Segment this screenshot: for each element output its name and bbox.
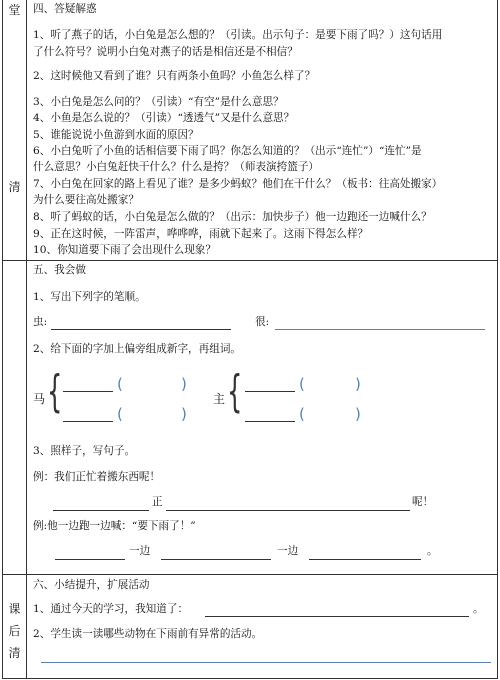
example-1-zheng: 正 xyxy=(152,496,163,508)
char-ma: 马 xyxy=(33,392,46,406)
question-1-line-2: 了什么符号？说明小白兔对燕子的话是相信还是不相信？ xyxy=(33,46,298,58)
animals-answer-line[interactable] xyxy=(41,662,491,663)
brace-zhu: { xyxy=(227,366,243,417)
example-2: 例:他一边跑一边喊：“要下雨了！” xyxy=(33,520,196,532)
ma-new-char-2[interactable] xyxy=(63,421,113,422)
question-6-line-1: 6、小白兔听了小鱼的话相信要下雨了吗？你怎么知道的？（出示“连忙”）“连忙”是 xyxy=(33,145,422,157)
side-label-tang: 堂 xyxy=(8,3,21,17)
question-8: 8、听了蚂蚁的话，小白兔是怎么做的？（出示：加快步子）他一边跑还一边喊什么？ xyxy=(33,211,432,223)
example-1-ne: 呢！ xyxy=(412,496,434,508)
example-2-yibian-1: 一边 xyxy=(129,545,151,557)
example-1-blank-2[interactable] xyxy=(166,510,410,511)
char-hen-label: 很: xyxy=(255,316,270,328)
question-5: 5、谁能说说小鱼游到水面的原因？ xyxy=(33,129,199,141)
question-9: 9、正在这时候，一阵雷声，哗哗哗，雨就下起来了。这雨下得怎么样？ xyxy=(33,228,369,240)
question-7-line-2: 为什么要往高处搬家？ xyxy=(33,194,139,206)
section-divider-6 xyxy=(3,574,497,575)
question-4: 4、小鱼是怎么说的？（引读）“透透气”又是什么意思？ xyxy=(33,112,295,124)
ma-word-bracket-open-1: ( xyxy=(117,375,123,393)
example-1-blank-1[interactable] xyxy=(53,510,149,511)
summary-prompt: 1、通过今天的学习，我知道了： xyxy=(33,603,189,615)
question-1-line-1: 1、听了燕子的话，小白兔是怎么想的？（引读。出示句子：是要下雨了吗？）这句话用 xyxy=(33,29,443,41)
question-6-line-2: 什么意思？小白兔赶快干什么？什么是挎？（师表演挎篮子） xyxy=(33,161,320,173)
hen-answer-line[interactable] xyxy=(275,329,485,330)
example-2-period: 。 xyxy=(427,545,438,557)
ma-word-bracket-close-2: ) xyxy=(181,405,187,423)
animals-prompt: 2、学生读一读哪些动物在下雨前有异常的活动。 xyxy=(33,628,263,640)
zhu-new-char-1[interactable] xyxy=(245,391,295,392)
zhu-word-bracket-open-2: ( xyxy=(299,405,305,423)
zhu-word-bracket-open-1: ( xyxy=(299,375,305,393)
side-label-qing: 清 xyxy=(8,180,21,194)
question-3: 3、小白兔是怎么问的？（引读）“有空”是什么意思？ xyxy=(33,96,284,108)
section5-heading: 五、我会做 xyxy=(33,264,86,276)
char-chong-label: 虫: xyxy=(33,316,48,328)
radical-prompt: 2、给下面的字加上偏旁组成新字，再组词。 xyxy=(33,343,242,355)
section4-heading: 四、答疑解惑 xyxy=(33,3,97,15)
zhu-word-bracket-close-2: ) xyxy=(355,405,361,423)
example-1: 例：我们正忙着搬东西呢！ xyxy=(33,471,161,483)
section6-heading: 六、小结提升，扩展活动 xyxy=(33,579,150,591)
summary-answer-line[interactable] xyxy=(205,616,469,617)
question-10: 10、你知道要下雨了会出现什么现象？ xyxy=(33,244,216,256)
question-2: 2、这时候他又看到了谁？只有两条小鱼吗？小鱼怎么样了？ xyxy=(33,70,316,82)
stroke-order-prompt: 1、写出下列字的笔顺。 xyxy=(33,291,146,303)
side-label-hou: 后 xyxy=(8,624,21,638)
section-divider-5 xyxy=(3,260,497,261)
sentence-prompt: 3、照样子，写句子。 xyxy=(33,445,136,457)
zhu-word-bracket-close-1: ) xyxy=(355,375,361,393)
brace-ma: { xyxy=(47,366,63,417)
question-7-line-1: 7、小白兔在回家的路上看见了谁？是多少蚂蚁？他们在干什么？（板书：往高处搬家） xyxy=(33,178,443,190)
ma-word-bracket-open-2: ( xyxy=(117,405,123,423)
example-2-blank-1[interactable] xyxy=(55,559,125,560)
summary-period: 。 xyxy=(473,603,484,615)
char-zhu: 主 xyxy=(213,392,226,406)
chong-answer-line[interactable] xyxy=(51,329,231,330)
example-2-yibian-2: 一边 xyxy=(277,545,299,557)
example-2-blank-3[interactable] xyxy=(309,559,421,560)
ma-word-bracket-close-1: ) xyxy=(181,375,187,393)
side-label-ke: 课 xyxy=(8,602,21,616)
side-column-divider xyxy=(26,0,27,678)
side-label-qing-2: 清 xyxy=(8,646,21,660)
example-2-blank-2[interactable] xyxy=(161,559,271,560)
worksheet-table xyxy=(2,0,498,679)
ma-new-char-1[interactable] xyxy=(63,391,113,392)
zhu-new-char-2[interactable] xyxy=(245,421,295,422)
